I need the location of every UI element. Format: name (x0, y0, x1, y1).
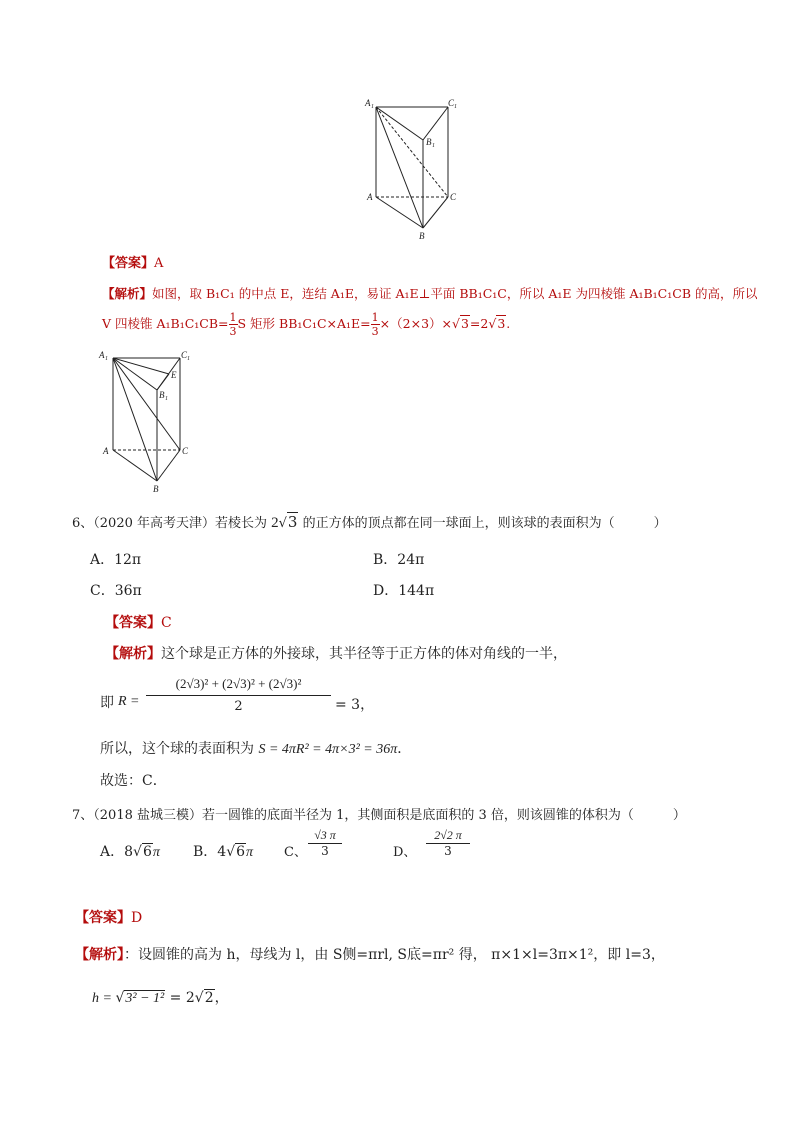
q6-option-b: B．24π (373, 552, 425, 568)
q6-answer: 【答案】C (105, 615, 172, 631)
label-B1: B (426, 137, 432, 147)
q6-option-d: D．144π (373, 583, 435, 599)
svg-text:1: 1 (187, 356, 190, 362)
q5-analysis-line1: 【解析】如图，取 B₁C₁ 的中点 E，连结 A₁E，易证 A₁E⊥平面 BB₁C₁C，所以 A₁E 为四棱锥 A₁B₁C₁CB 的高，所以 (102, 286, 758, 301)
q7-option-b: B．4√6π (193, 844, 254, 860)
fraction: $\frac{1}{3}$ (371, 311, 379, 338)
label-C1: C (448, 98, 455, 108)
label-A: A (367, 192, 373, 202)
analysis-tag: 【解析】 (102, 286, 153, 301)
q7-option-d-fraction: 2√2 π 3 (426, 828, 470, 858)
q6-R-fraction: (2√3)² + (2√3)² + (2√3)² 2 (146, 672, 331, 714)
q6-choice: 故选：C． (100, 773, 167, 789)
svg-text:1: 1 (432, 143, 435, 149)
q7-h-line: h = √3² − 1² = 2√2， (92, 990, 229, 1006)
svg-text:1: 1 (371, 104, 374, 110)
label-B: B (419, 231, 425, 240)
q7-answer: 【答案】D (75, 910, 143, 926)
q6-R-rhs: = 3， (335, 697, 375, 713)
q7-option-c-fraction: √3 π 3 (308, 828, 342, 858)
label-C: C (450, 192, 457, 202)
answer-tag: 【答案】 (102, 256, 155, 271)
label-C: C (182, 446, 189, 456)
answer-value: A (154, 256, 164, 271)
q6-conclusion: 所以，这个球的表面积为 S = 4πR² = 4π×3² = 36π． (100, 741, 412, 757)
q7-option-a: A．8√6π (100, 844, 160, 860)
q6-R-lhs: R = (118, 694, 140, 709)
svg-text:1: 1 (105, 356, 108, 362)
q7-option-d: D、 (393, 845, 417, 860)
label-E: E (171, 370, 177, 380)
svg-text:1: 1 (454, 104, 457, 110)
label-A: A (103, 446, 109, 456)
q6-stem: 6、（2020 年高考天津）若棱长为 2√3 的正方体的顶点都在同一球面上，则该球的表面积为（ ） (72, 513, 667, 531)
q6-ji: 即 (100, 695, 114, 711)
label-A1: A (99, 350, 105, 360)
label-C1: C (181, 350, 188, 360)
q5-analysis-line2: V 四棱锥 A₁B₁C₁CB= $\frac{1}{3}$ S 矩形 BB₁C₁C×A₁E= $\frac{1}{3}$ ×（2×3）×√3=2√3. (102, 311, 511, 338)
q6-option-c: C．36π (90, 583, 142, 599)
prism-figure-2 (95, 348, 205, 493)
fraction: $\frac{1}{3}$ (229, 311, 237, 338)
label-B1: B (159, 390, 165, 400)
q7-option-c: C、 (284, 845, 307, 860)
q7-analysis: 【解析】：设圆锥的高为 h，母线为 l，由 S侧=πrl, S底=πr² 得， π×1×l=3π×1²，即 l=3， (75, 947, 665, 963)
q5-answer (102, 252, 163, 271)
prism-figure-1 (360, 95, 470, 240)
q7-stem: 7、（2018 盐城三模）若一圆锥的底面半径为 1，其侧面积是底面积的 3 倍，则该圆锥的体积为（ ） (72, 808, 686, 823)
svg-text:1: 1 (165, 396, 168, 402)
q6-analysis: 【解析】这个球是正方体的外接球，其半径等于正方体的体对角线的一半， (105, 646, 567, 662)
label-A1: A (365, 98, 371, 108)
label-B: B (153, 484, 159, 493)
q6-option-a: A．12π (90, 552, 142, 568)
